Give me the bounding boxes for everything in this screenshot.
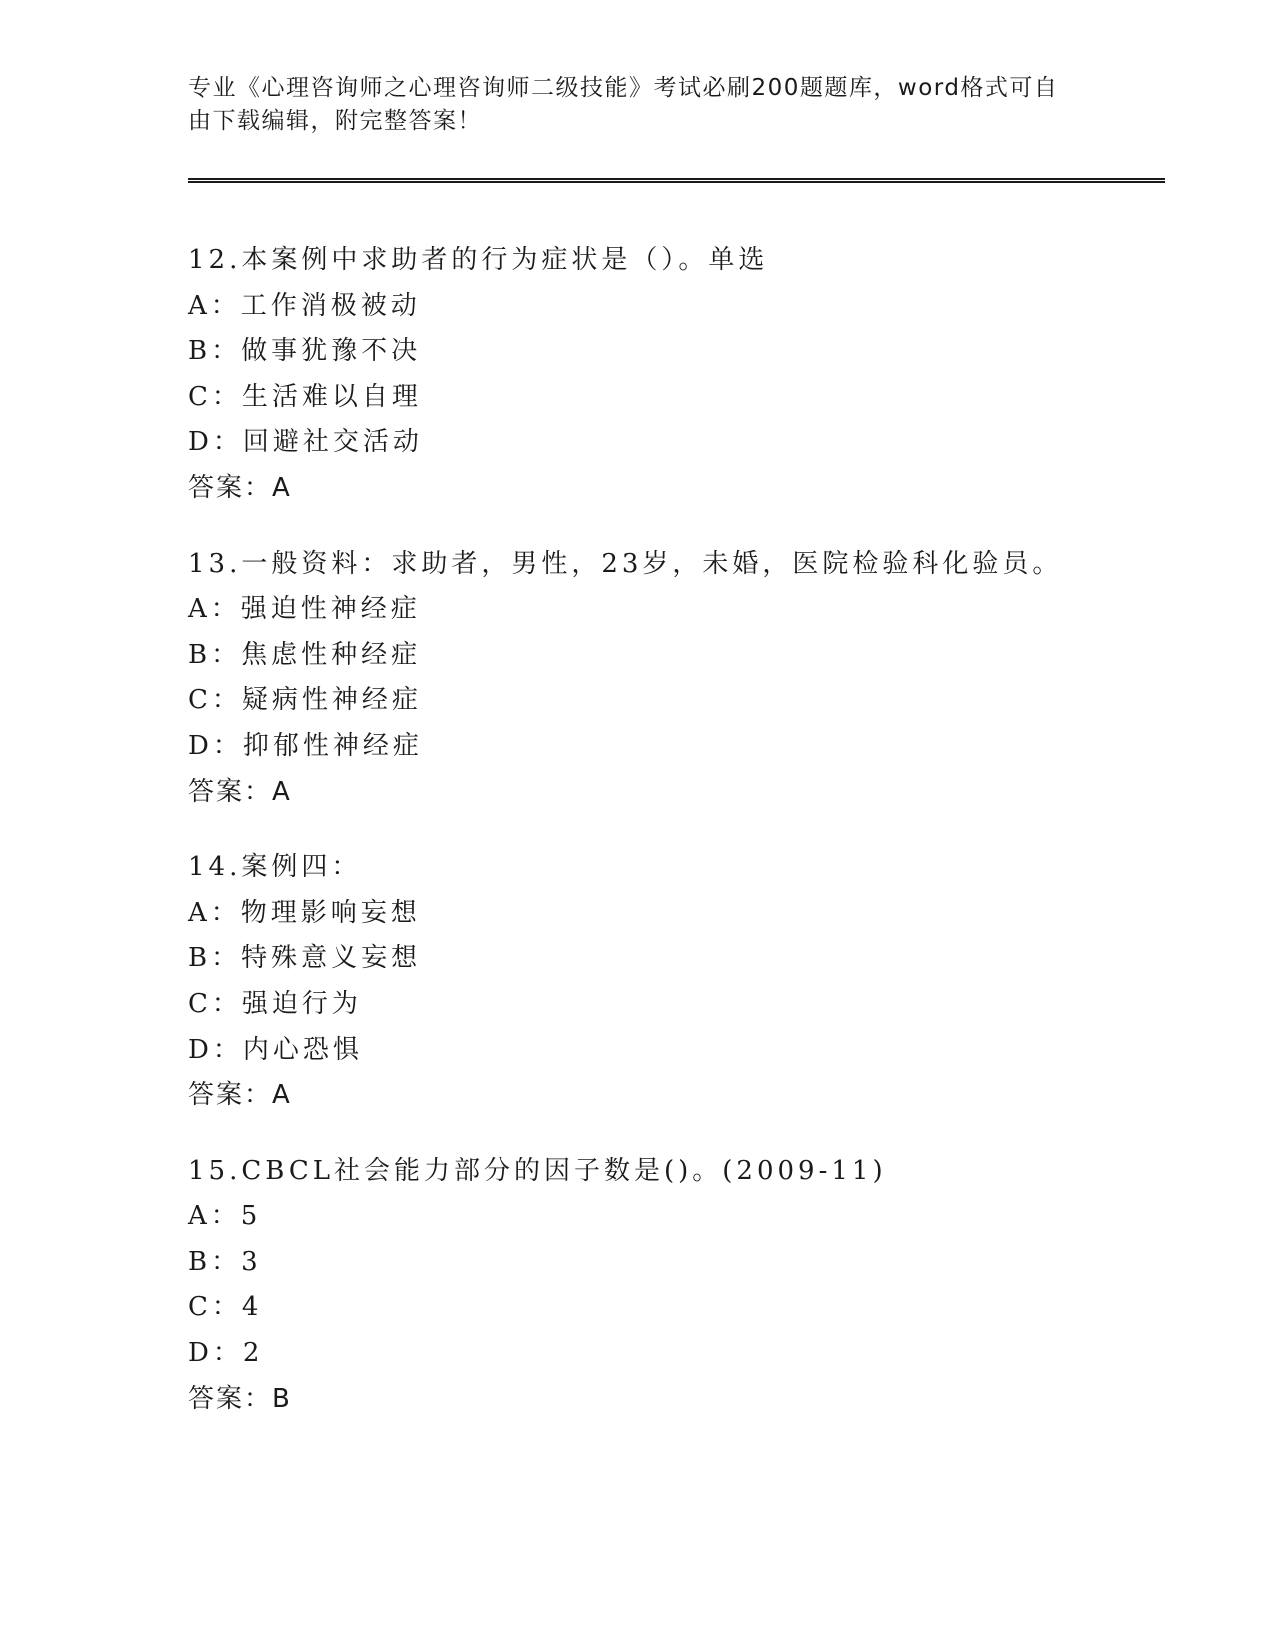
header-line-1: 专业《心理咨询师之心理咨询师二级技能》考试必刷200题题库，word格式可自: [188, 75, 1059, 101]
option-b: B：3: [188, 1246, 262, 1277]
header-line-2: 由下载编辑，附完整答案！: [188, 108, 482, 134]
option-a: A：工作消极被动: [188, 290, 421, 321]
answer-line: 答案：A: [188, 1080, 292, 1111]
answer-line: 答案：A: [188, 776, 292, 807]
question-stem: 14.案例四：: [188, 852, 362, 883]
option-d: D：抑郁性神经症: [188, 730, 423, 761]
question-12: [188, 238, 1148, 512]
question-stem: 12.本案例中求助者的行为症状是（）。单选: [188, 245, 769, 275]
option-d: D：2: [188, 1338, 264, 1369]
option-d: D：回避社交活动: [188, 427, 423, 458]
question-14: [188, 845, 1148, 1119]
option-c: C：4: [188, 1292, 263, 1323]
question-stem: 15.CBCL社会能力部分的因子数是()。(2009-11): [188, 1155, 887, 1186]
document-header: [188, 72, 1088, 138]
option-c: C：强迫行为: [188, 988, 362, 1019]
question-15: [188, 1149, 1148, 1423]
option-a: A：物理影响妄想: [188, 897, 421, 928]
option-d: D：内心恐惧: [188, 1034, 363, 1065]
option-b: B：特殊意义妄想: [188, 943, 422, 974]
answer-line: 答案：B: [188, 1383, 292, 1414]
question-13: [188, 542, 1148, 816]
option-a: A：5: [188, 1201, 262, 1232]
option-c: C：生活难以自理: [188, 381, 422, 412]
answer-line: 答案：A: [188, 472, 292, 503]
question-list: [188, 238, 1148, 1452]
question-stem: 13.一般资料：求助者，男性，23岁，未婚，医院检验科化验员。: [188, 548, 1063, 579]
option-c: C：疑病性神经症: [188, 685, 422, 716]
option-b: B：焦虑性种经症: [188, 639, 422, 670]
option-b: B：做事犹豫不决: [188, 336, 422, 367]
option-a: A：强迫性神经症: [188, 594, 421, 625]
header-divider: [188, 178, 1165, 183]
